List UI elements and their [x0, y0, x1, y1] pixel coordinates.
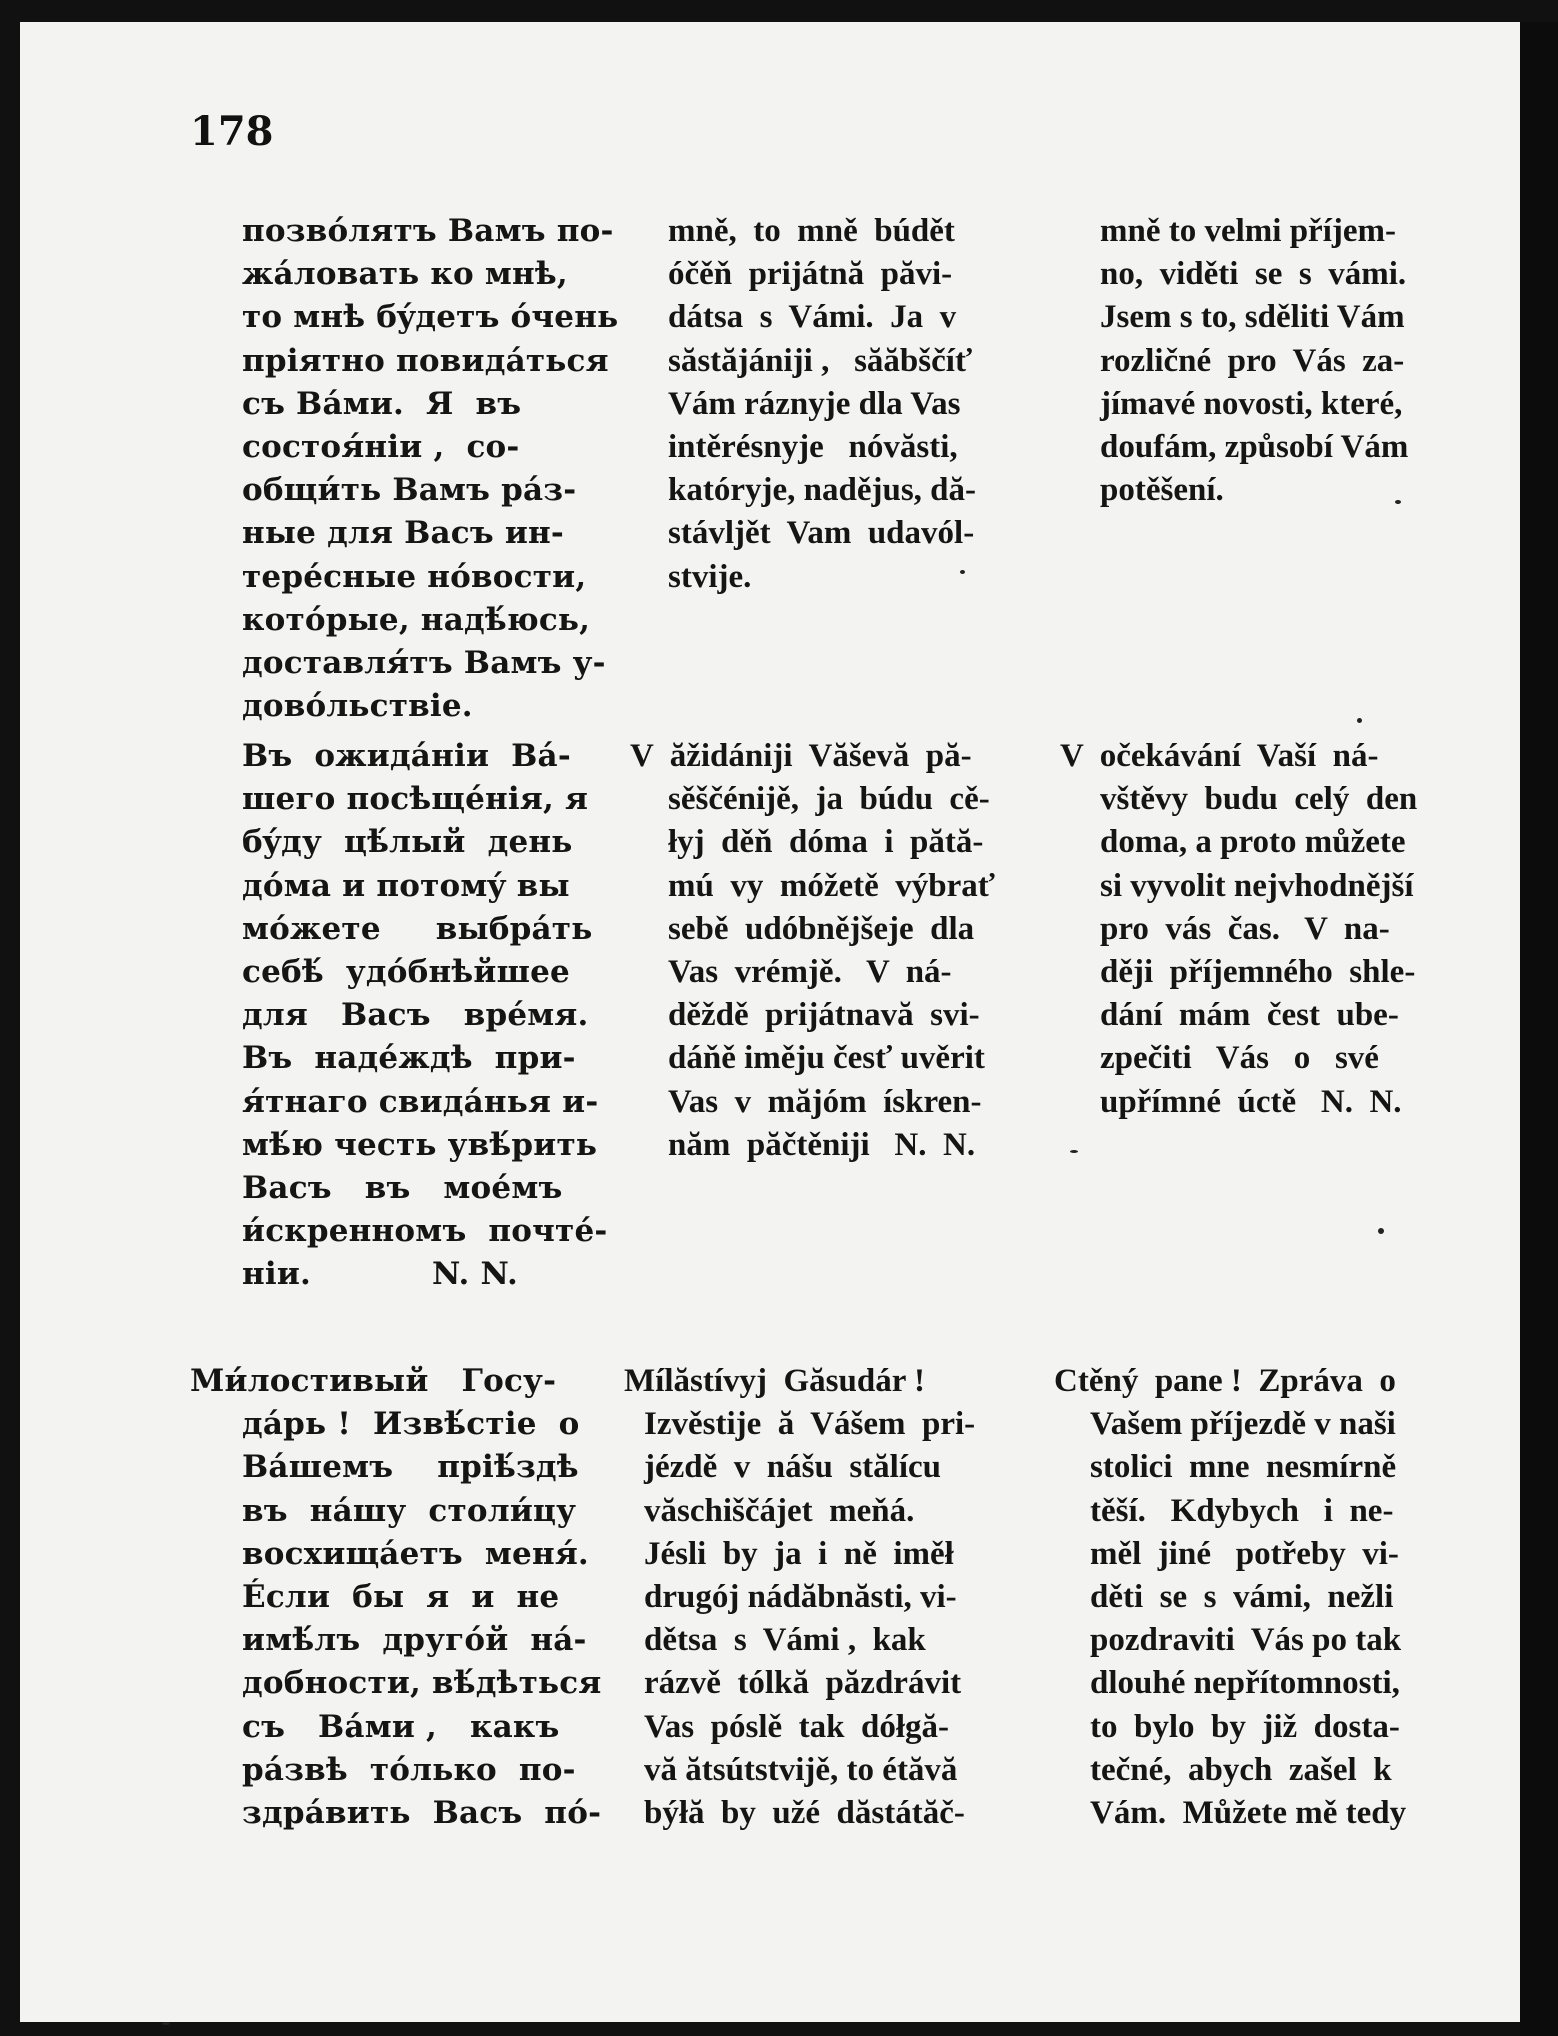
russian-block-3: [190, 1360, 602, 1835]
text-line: для Васъ врéмя.: [242, 997, 589, 1034]
text-line: drugój nádăbnăsti, vi-: [644, 1579, 957, 1616]
text-line: dětsa s Vámi , kak: [644, 1622, 926, 1659]
text-line: мóжете выбрáть: [242, 910, 593, 947]
text-line: rozličné pro Vás za-: [1100, 342, 1405, 379]
transliteration-block-3: [624, 1360, 1008, 1835]
text-line: dátsa s Vámi. Ja v: [668, 299, 957, 336]
text-line: здрáвить Васъ пó-: [242, 1795, 602, 1832]
text-line: Ми́лостивый Госу-: [190, 1363, 557, 1399]
text-line: tečné, abych zašel k: [1090, 1751, 1392, 1788]
text-line: děždě prijátnavă svi-: [668, 997, 980, 1034]
page-number: 178: [190, 108, 274, 155]
text-line: дóма и потомý вы: [242, 867, 570, 904]
text-line: Vas póslě tak dółgă-: [644, 1708, 950, 1745]
text-line: терéсные нóвости,: [242, 558, 587, 595]
text-line: жáловать ко мнѣ,: [242, 256, 568, 293]
czech-block-2: [1060, 735, 1448, 1124]
text-line: Izvěstije ă Vášem pri-: [644, 1406, 976, 1443]
scan-speck: [1070, 1150, 1078, 1153]
scan-speck: [960, 570, 965, 574]
text-line: Jsem s to, sděliti Vám: [1100, 299, 1405, 336]
text-line: stávljět Vam udavól-: [668, 515, 975, 552]
text-line: doufám, způsobí Vám: [1100, 429, 1409, 466]
text-line: довóльствіе.: [242, 688, 473, 725]
text-line: jézdě v nášu stălícu: [644, 1449, 941, 1486]
scan-speck: [162, 2022, 170, 2025]
text-line: pro vás čas. V na-: [1100, 910, 1390, 947]
text-line: zpečiti Vás o své: [1100, 1040, 1379, 1077]
czech-block-1: [1100, 210, 1448, 512]
text-line: dání mám čest ube-: [1100, 997, 1399, 1034]
text-line: no, viděti se s vámi.: [1100, 256, 1407, 293]
text-line: potěšení.: [1100, 472, 1224, 509]
text-line: sebě udóbnějšeje dla: [668, 910, 975, 947]
text-line: добности, вѣ́дѣться: [242, 1665, 602, 1702]
text-line: sěščénijě, ja búdu cě-: [668, 781, 990, 818]
text-line: jímavé novosti, které,: [1100, 385, 1403, 422]
text-line: рáзвѣ тóлько по-: [242, 1751, 576, 1788]
text-line: dáňě iměju česť uvěrit: [668, 1040, 985, 1077]
text-line: vă ătsútstvijě, to étăvă: [644, 1751, 958, 1788]
text-line: то мнѣ бýдетъ óчень: [242, 299, 619, 336]
text-line: upřímné úctě N. N.: [1100, 1083, 1402, 1120]
text-line: stolici mne nesmírně: [1090, 1449, 1397, 1486]
text-line: býłă by užé dăstátăč-: [644, 1795, 965, 1832]
text-line: съ Вáми , какъ: [242, 1708, 560, 1745]
text-line: Vas v măjóm ískren-: [668, 1083, 982, 1120]
text-line: въ нáшу столи́цу: [242, 1492, 577, 1529]
scan-speck: [1395, 500, 1401, 504]
text-line: óčěň prijátnă păvi-: [668, 256, 953, 293]
text-line: mně, to mně búdět: [668, 213, 955, 249]
text-line: ные для Васъ ин-: [242, 515, 564, 552]
text-line: dlouhé nepřítomnosti,: [1090, 1665, 1400, 1702]
text-line: ніи. N. N.: [242, 1256, 519, 1293]
text-line: Vám ráznyje dla Vas: [668, 385, 961, 422]
text-line: stvije.: [668, 558, 752, 595]
text-line: Вáшемъ пріѣ́здѣ: [242, 1449, 579, 1486]
text-line: vštěvy budu celý den: [1100, 781, 1418, 818]
text-line: доставля́тъ Вамъ у-: [242, 645, 606, 682]
text-line: и́скренномъ почтé-: [242, 1213, 608, 1250]
text-line: Ctěný pane ! Zpráva o: [1054, 1363, 1396, 1399]
czech-block-3: [1054, 1360, 1448, 1835]
text-line: V ăžidániji Văševă pă-: [630, 738, 972, 774]
text-line: восхищáетъ меня́.: [242, 1535, 589, 1572]
text-line: săstăjániji , săăbščíť: [668, 342, 973, 379]
russian-block-2: [242, 735, 608, 1297]
text-line: rázvě tólkă păzdrávit: [644, 1665, 962, 1702]
text-line: шего посѣщéнія, я: [242, 781, 589, 818]
text-line: łyj děň dóma i pătă-: [668, 824, 984, 861]
text-line: котóрые, надѣ́юсь,: [242, 601, 591, 638]
text-line: V očekávání Vaší ná-: [1060, 738, 1379, 774]
text-line: имѣ́лъ другóй нá-: [242, 1622, 587, 1659]
text-line: я́тнаго свидáнья и-: [242, 1083, 599, 1120]
text-line: měl jiné potřeby vi-: [1090, 1535, 1399, 1572]
text-line: mú vy móžetě výbrať: [668, 867, 995, 904]
text-line: Въ надéждѣ при-: [242, 1040, 576, 1077]
text-line: съ Вáми. Я въ: [242, 385, 522, 422]
text-line: состоя́ніи , со-: [242, 429, 520, 466]
text-line: Васъ въ моéмъ: [242, 1170, 563, 1207]
text-line: intěrésnyje nóvăsti,: [668, 429, 958, 466]
text-line: дáрь ! Извѣ́стіе о: [242, 1406, 580, 1443]
text-line: позвóлятъ Вамъ по-: [242, 213, 614, 249]
transliteration-block-1: [668, 210, 1008, 599]
text-line: Vám. Můžete mě tedy: [1090, 1795, 1407, 1832]
text-line: văschiščájet meňá.: [644, 1492, 915, 1529]
text-line: Vas vrémjě. V ná-: [668, 954, 952, 991]
scan-speck: [1357, 718, 1362, 723]
text-line: пріятно повидáться: [242, 342, 609, 379]
text-line: pozdraviti Vás po tak: [1090, 1622, 1402, 1659]
text-line: ději příjemného shle-: [1100, 954, 1416, 991]
text-line: katóryje, nadějus, dă-: [668, 472, 977, 509]
text-line: doma, a proto můžete: [1100, 824, 1406, 861]
text-line: năm păčtěniji N. N.: [668, 1126, 976, 1163]
text-line: себѣ́ удóбнѣйшее: [242, 954, 570, 991]
text-line: общи́ть Вамъ рáз-: [242, 472, 577, 509]
text-line: мѣ́ю честь увѣ́рить: [242, 1126, 598, 1163]
transliteration-block-2: [630, 735, 1008, 1167]
russian-block-1: [242, 210, 619, 728]
text-line: mně to velmi příjem-: [1100, 213, 1396, 249]
text-line: Mílăstívyj Găsudár !: [624, 1363, 925, 1399]
text-line: těší. Kdybych i ne-: [1090, 1492, 1394, 1529]
scan-speck: [1378, 1228, 1384, 1234]
text-line: Въ ожидáніи Вá-: [242, 738, 571, 774]
text-line: бýду цѣ́лый день: [242, 824, 573, 861]
text-line: to bylo by již dosta-: [1090, 1708, 1400, 1745]
text-line: Vašem příjezdě v naši: [1090, 1406, 1396, 1443]
text-line: Jésli by ja i ně iměł: [644, 1535, 954, 1572]
text-line: si vyvolit nejvhodnější: [1100, 867, 1414, 904]
text-line: děti se s vámi, nežli: [1090, 1579, 1394, 1616]
text-line: Éсли бы я и не: [242, 1579, 560, 1616]
page-edge-shadow: [1520, 22, 1558, 2036]
